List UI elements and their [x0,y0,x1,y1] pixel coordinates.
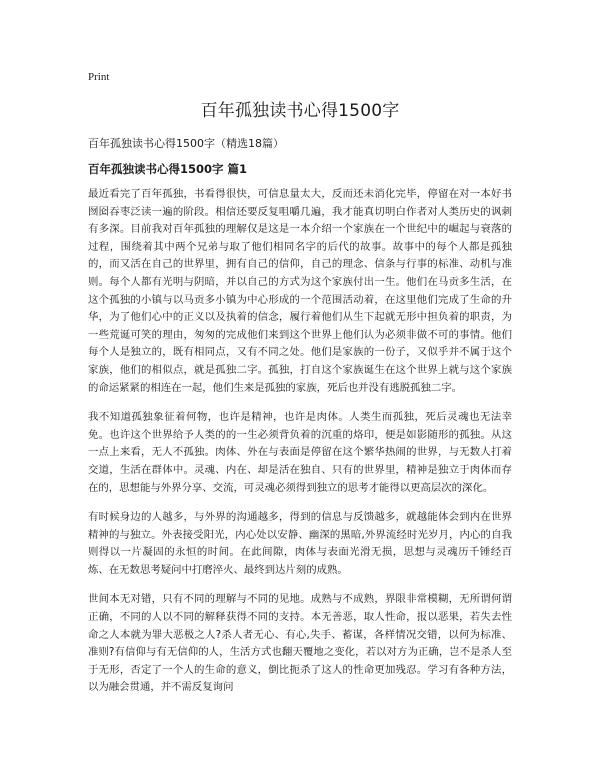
paragraph-3: 有时候身边的人越多，与外界的沟通越多，得到的信息与反馈越多，就越能体会到内在世界精神的与独立。外表接受阳光，内心处以安静、幽深的黑暗,外界流经时光岁月，内心的自我则得以一片凝固的永恒的时间。在此间隙，肉体与表面光滑无损，思想与灵魂历千锤经百炼、在无数思考疑问中打磨淬火、最终到达片刻的成熟。 [88,511,512,576]
section-heading: 百年孤独读书心得1500字 篇1 [88,162,248,176]
paragraph-1: 最近看完了百年孤独，书看得很快，可信息量太大，反而还未消化完毕，停留在对一本好书囫囵吞枣泛读一遍的阶段。相信还要反复咀嚼几遍，我才能真切明白作者对人类历史的讽刺有多深。目前我对百年孤独的理解仅是这是一本介绍一个家族在一个世纪中的崛起与衰落的过程，围绕着其中两个兄弟与取了他们相同名字的后代的故事。故事中的每个人都是孤独的，而又活在自己的世界里，拥有自己的信仰，自己的理念、信条与行事的标准、动机与准则。每个人都有光明与阴暗，并以自己的方式为这个家族付出一生。他们在马贡多生活，在这个孤独的小镇与以马贡多小镇为中心形成的一个范围活动着，在这里他们完成了生命的升华，为了他们心中的正义以及执着的信念，履行着他们从生下起就无形中担负着的职责，为一些荒诞可笑的理由，匆匆的完成他们来到这个世界上他们认为必须非做不可的事情。他们每个人是独立的，既有相同点，又有不同之处。他们是家族的一份子，又似乎并不属于这个家族，他们的相似点，就是孤独二字。孤独，打自这个家族诞生在这个世界上就与这个家族的命运紧紧的相连在一起，他们生来是孤独的家族，死后也并没有逃脱孤独二字。 [88,188,512,394]
print-link[interactable]: Print [88,71,110,83]
paragraph-2: 我不知道孤独象征着何物，也许是精神，也许是肉体。人类生而孤独，死后灵魂也无法幸免。也许这个世界给予人类的的一生必须背负着的沉重的烙印，便是如影随形的孤独。从这一点上来看，无人不孤独。肉体、外在与表面是停留在这个繁华热闹的世界，与无数人打着交道，生活在群体中。灵魂、内在、却是活在独自、只有的世界里，精神是独立于肉体而存在的，思想能与外界分享、交流，可灵魂必须得到独立的思考才能得以更高层次的深化。 [88,411,512,494]
document-title: 百年孤独读书心得1500字 [200,101,400,121]
document-subtitle: 百年孤独读书心得1500字（精选18篇） [88,137,284,150]
paragraph-4: 世间本无对错，只有不同的理解与不同的见地。成熟与不成熟，界限非常模糊，无所谓何谓正确，不同的人以不同的解释获得不同的支持。本无善恶，取人性命，报以恶果，若失去性命之人本就为罪大恶极之人?杀人者无心、有心,失手、蓄谋，各样情况交错，以何为标准、准则?有信仰与有无信仰的人，生活方式也翻天覆地之变化，若以对方为正确，岂不是杀人至于无形，否定了一个人的生命的意义，倒比扼杀了这人的性命更加残忍。学习有各种方法，以为融会贯通，并不需反复询问 [88,593,512,694]
